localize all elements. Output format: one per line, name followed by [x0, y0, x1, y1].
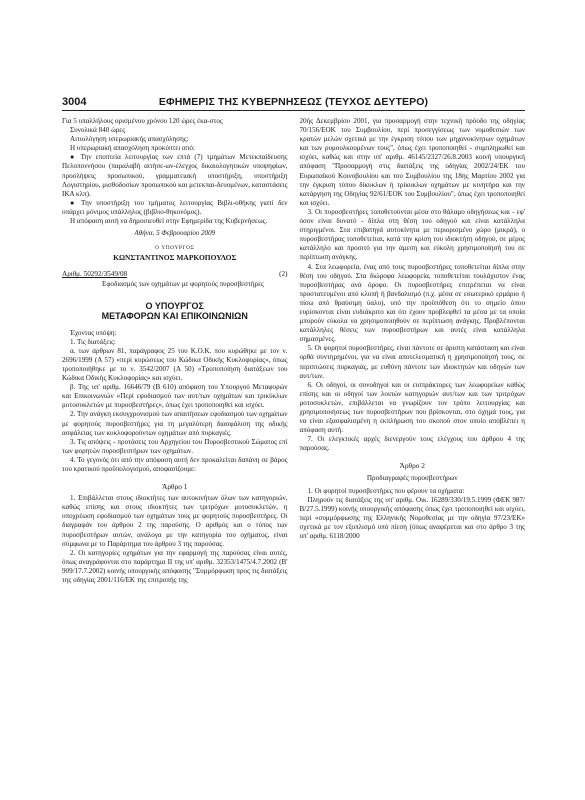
left-column [62, 117, 288, 585]
decision-heading [62, 270, 288, 279]
minister-line: Ο ΥΠΟΥΡΓΟΣ [145, 300, 204, 311]
provision-a: α. των άρθρων 81, παράγραφος 25 του Κ.Ο.Κ. που κυρώθηκε με τον ν. 2696/1999 (Α 57) «περί κυρώσεως του Κώδικα Οδικής Κυκλοφορίας», όπως τροποποιήθηκε με το ν. 3542/2007 (Α 50) «Τροποποίηση διατάξεων του Κώδικα Οδικής Κυκλοφορίας» και ισχύει. [62, 346, 288, 383]
article-1-para-1: 1. Επιβάλλεται στους ιδιοκτήτες των αυτοκινήτων όλων των κατηγοριών, καθώς επίσης και στους ιδιοκτήτες των τριτρόχων μοτοσυκλετών, η υποχρέωση εφοδιασμού των οχημάτων τους με φορητούς πυροσβεστήρες. Οι διαγραφάν του άρθρου 2 της παρούσης. Ο αριθμός και ο τύπος των πυροσβεστήρων αυτών, ανάλογα με την κατηγορία του οχήματος, είναι σύμφωνα με το Παράρτημα του άρθρου 3 της παρούσας. [62, 494, 288, 548]
date-place: Αθήνα, 5 Φεβρουαρίου 2009 [134, 229, 216, 238]
continuation-paragraph: 20ής Δεκεμβρίου 2001, για προσαρμογή στην τεχνική πρόοδο της οδηγίας 70/156/ΕΟΚ του Συμβουλίου, περί προσεγγίσεως των νομοθεσιών των κρατών μελών σχετικά με την έγκριση τύπου των μηχανοκίνητων οχημάτων και των ρυμουλκουμένων τους", όπως έχει τροποποιηθεί - συμπληρωθεί και ισχύει, καθώς και στην υπ' αριθμ. 46145/2327/26.8.2003 κοινή υπουργική απόφαση "Προσαρμογή στις διατάξεις της οδηγίας 2002/24/ΕΚ του Ευρωπαϊκού Κοινοβουλίου και του Συμβουλίου της 18ης Μαρτίου 2002 για την έγκριση τύπου δίκυκλων ή τρίκυκλων οχημάτων με κινητήρα και την κατάργηση της Οδηγίας 92/61/ΕΟΚ του Συμβουλίου", όπως έχει τροποποιηθεί και ισχύει. [299, 117, 525, 207]
provisions-title: 1. Τις διατάξεις: [70, 337, 116, 346]
page-number: 3004 [62, 96, 87, 108]
decision-id: Αριθμ. 50292/3549/08 [62, 270, 128, 279]
having-regard: Έχοντας υπόψη: [70, 328, 117, 337]
signature-role: Ο ΥΠΟΥΡΓΟΣ [155, 245, 195, 252]
article-2-subtitle: Προδιαγραφές πυροσβεστήρων [366, 473, 458, 482]
article-2-para-2: Πληρούν τις διατάξεις της υπ' αριθμ. Οικ. 16289/330/19.5.1999 (ΦΕΚ 987/Β/27.5.1999) κοινής υπουργικής απόφασης όπως έχει τροποποιηθεί και ισχύει, περί «συμμόρφωσης της Ελληνικής Νομοθεσίας με την οδηγία 97/23/ΕΚ» σχετικά με τον εξοπλισμό υπό πίεση (όπως αναφέρεται και στο άρθρο 3 της υπ' αριθμ. 6118/2000 [299, 495, 525, 541]
two-column-body [62, 117, 525, 585]
intro-line: Για 5 υπαλλήλους ορισμένου χρόνου 120 ώρες έκα-στος [62, 117, 223, 125]
article-1-para-4: 4. Στα λεωφορεία, ένας από τους πυροσβεστήρες τοποθετείται δίπλα στην θέση του οδηγού. Στα διώροφα λεωφορεία, τοποθετείται τουλάχιστον ένας πυροσβεστήρας ανά όροφο. Οι πυροσβεστήρες επιτρέπεται να είναι προστατευμένοι από κλοπή ή βανδαλισμό (π.χ. μέσα σε εσωτερικό ερμάριο ή πίσω από θραύσιμη ύαλο), υπό την προϋπόθεση ότι το σημείο όπου ευρίσκονται είναι ευδιάκριτο και ότι έχουν προβλεφθεί τα μέσα με τα οποία μπορούν εύκολα να χρησιμοποιηθούν σε περίπτωση ανάγκης. Προβλέπονται κατάλληλες θέσεις των πυροσβεστήρων και αυτές είναι κατάλληλα σημασμένες. [299, 262, 525, 344]
intro-line: Η υπερωριακή απασχόληση προκύπτει από: [70, 144, 195, 153]
minister-line: ΜΕΤΑΦΟΡΩΝ ΚΑΙ ΕΠΙΚΟΙΝΩΝΙΩΝ [101, 310, 248, 321]
article-1-para-7: 7. Οι ελεγκτικές αρχές διενεργούν τους ελέγχους του άρθρου 4 της παρούσας. [299, 435, 525, 453]
article-1-para-5: 5. Οι φορητοί πυροσβεστήρες, είναι πάντοτε σε άριστη κατάσταση και είναι ορθά συντηρημένοι, για να είναι αποτελεσματική η χρησιμοποίησή τους, σε περιπτώσεις πυρκαγιάς, με ευθύνη πάντοτε των ιδιοκτητών και οδηγών των αυτ/των. [299, 344, 525, 380]
decision-number: (2) [279, 270, 288, 279]
minister-title [62, 301, 288, 321]
consideration-2: 2. Την ανάγκη εκσυγχρονισμού των απαιτήσεων εφοδιασμού των οχημάτων με φορητούς πυροσβεστήρες για τη μεγαλύτερη διασφάλιση της οδικής ασφάλειας των κυκλοφορούντων οχημάτων από πυρκαγιές. [62, 410, 288, 437]
intro-line: Συνολικά 840 ώρες [70, 126, 126, 135]
article-1-para-3: 3. Οι πυροσβεστήρες τοποθετούνται μέσα στο θάλαμο οδηγήσεως και - εφ' όσον είναι δυνατό - δίπλα στη θέση του οδηγού και είναι κατάλληλα στηριγμένοι. Στα επιβατηγά αυτοκίνητα με περιορισμένο χώρο (μικρά), ο πυροσβεστήρας τοποθετείται, κατά την κρίση του ιδιοκτήτη οδηγού, σε μέρος κατάλληλο και προσιτό για την άμεση και εύκολη χρησιμοποίησή του σε περίπτωση ανάγκης. [299, 207, 525, 262]
article-2-para-1: 1. Οι φορητοί πυροσβεστήρες που φέρουν τα οχήματα: [307, 486, 465, 495]
article-1-heading: Άρθρο 1 [162, 482, 188, 492]
consideration-4: 4. Το γεγονός ότι από την απόφαση αυτή δεν προκαλείται δαπάνη σε βάρος του κρατικού προϋπολογισμού, αποφασίζουμε: [62, 455, 288, 473]
gazette-title: ΕΦΗΜΕΡΙΣ ΤΗΣ ΚΥΒΕΡΝΗΣΕΩΣ (ΤΕΥΧΟΣ ΔΕΥΤΕΡΟ) [158, 96, 429, 108]
article-2-heading: Άρθρο 2 [399, 461, 425, 471]
page-header [62, 96, 525, 111]
signature-name: ΚΩΝΣΤΑΝΤΙΝΟΣ ΜΑΡΚΟΠΟΥΛΟΣ [113, 253, 237, 263]
article-1-para-6: 6. Οι οδηγοί, οι συνοδηγοί και οι εισπράκτορες των λεωφορείων καθώς επίσης και οι οδηγοί των λοιπών κατηγοριών αυτ/των και των τριτρόχων μοτοσυκλετών, επιβάλλεται να γνωρίζουν τον τρόπο λειτουργίας και χρησιμοποιήσεως των πυροσβεστήρων που βρίσκονται, στο όχημά τους, για να είναι εξασφαλισμένη η εκπλήρωση του σκοπού στον οποίο αποβλέπει η απόφαση αυτή. [299, 380, 525, 435]
publish-note: Η απόφαση αυτή να δημοσιευθεί στην Εφημερίδα της Κυβερνήσεως. [70, 217, 268, 226]
intro-line: Αιτιολόγηση υπερωριακής απασχόλησης: [70, 135, 189, 144]
bullet-paragraph: ● Την υποστήριξη του τμήματος λειτουργίας Βιβλι-οθήκης γιατί δεν υπάρχει μόνιμος υπάλληλος (βιβλιο-θηκονόμος). [62, 198, 288, 216]
bullet-paragraph: ● Την εποπτεία λειτουργίας των επτά (7) τμημάτων Μετεκπαίδευσης Πελοποννήσου (παραλαβή αιτήσε-ων-έλεγχος δικαιολογητικών υποψηφίων, προσλήψεις προσωπικού, γραμματειακή υποστήριξη, υποστήριξη Λογιστηρίου, μισθοδοσίων προσωπικού και μετεκπαι-δευομένων, καταστάσεις ΙΚΑ κλπ). [62, 153, 288, 198]
provision-b: β. Της υπ' αριθμ. 16646/79 (Β 610) απόφαση του Υπουργού Μεταφορών και Επικοινωνιών «Περί εφοδιασμού των αυτ/των οχημάτων και τρικύκλων μοτοσυκλετών με πυροσβεστήρες», όπως έχει τροποποιηθεί και ισχύει. [62, 383, 288, 410]
decision-subject: Εφοδιασμός των οχημάτων με φορητούς πυροσβεστήρες [102, 279, 264, 288]
article-1-para-2: 2. Οι κατηγορίες οχημάτων για την εφαρμογή της παρούσας είναι αυτές, όπως αναγράφονται στο παράρτημα ΙΙ της υπ' αριθμ. 32353/1475/4.7.2002 (Β' 909/17.7.2002) κοινής υπουργικής απόφασης "Συμμόρφωση προς τις διατάξεις της οδηγίας 2001/116/ΕΚ της επιτροπής της [62, 548, 288, 585]
consideration-3: 3. Τις απόψεις - προτάσεις του Αρχηγείου του Πυροσβεστικού Σώματος επί των φορητών πυροσβεστήρων των οχημάτων. [62, 437, 288, 455]
right-column [300, 117, 526, 585]
